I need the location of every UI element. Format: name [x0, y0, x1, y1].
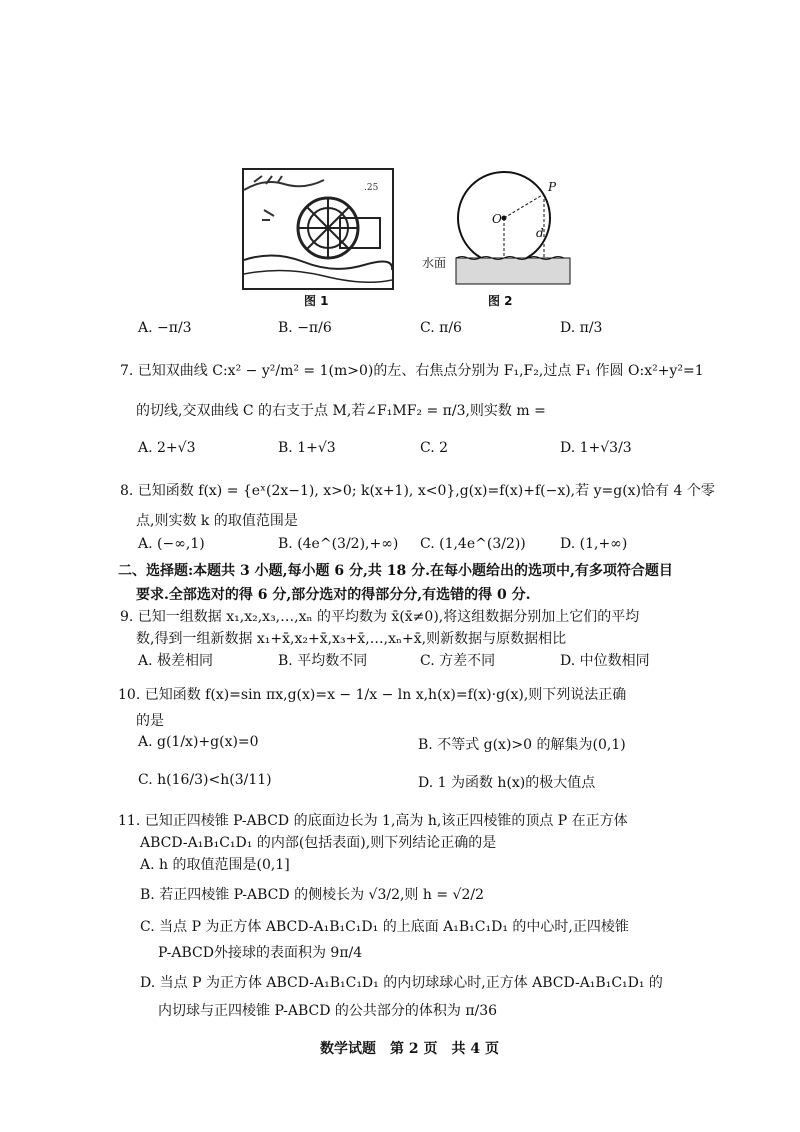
section-2-heading-line2: 要求.全部选对的得 6 分,部分选对的得部分分,有选错的得 0 分.: [136, 587, 531, 603]
q9-option-d: D. 中位数相同: [560, 653, 650, 669]
q8-option-c: C. (1,4e^(3/2)): [420, 536, 526, 552]
q11-option-c-line2: P-ABCD外接球的表面积为 9π/4: [158, 945, 363, 961]
q6-option-b: B. −π/6: [278, 320, 332, 336]
q8-option-a: A. (−∞,1): [138, 536, 205, 552]
q10-option-b: B. 不等式 g(x)>0 的解集为(0,1): [418, 737, 626, 753]
svg-text:.25: .25: [364, 183, 379, 193]
figure-2-caption: 图 2: [488, 294, 513, 308]
q6-option-a: A. −π/3: [138, 320, 192, 336]
q11-stem-line1: 11. 已知正四棱锥 P-ABCD 的底面边长为 1,高为 h,该正四棱锥的顶点 P 在正方体: [118, 813, 628, 829]
label-O: O: [492, 212, 502, 226]
q7-stem-line2: 的切线,交双曲线 C 的右支于点 M,若∠F₁MF₂ = π/3,则实数 m =: [136, 403, 546, 419]
q8-option-b: B. (4e^(3/2),+∞): [278, 536, 399, 552]
q10-option-a: A. g(1/x)+g(x)=0: [138, 734, 259, 750]
q9-stem-line2: 数,得到一组新数据 x₁+x̄,x₂+x̄,x₃+x̄,…,xₙ+x̄,则新数据与原数据相比: [136, 631, 567, 647]
q9-stem-line1: 9. 已知一组数据 x₁,x₂,x₃,…,xₙ 的平均数为 x̄(x̄≠0),将这组数据分别加上它们的平均: [120, 609, 640, 625]
q6-option-d: D. π/3: [560, 320, 603, 336]
q11-option-a: A. h 的取值范围是(0,1]: [140, 857, 290, 873]
q10-option-d: D. 1 为函数 h(x)的极大值点: [418, 775, 596, 791]
q8-stem-line1: 8. 已知函数 f(x) = {eˣ(2x−1), x>0; k(x+1), x<0},g(x)=f(x)+f(−x),若 y=g(x)恰有 4 个零: [120, 483, 715, 499]
q8-option-d: D. (1,+∞): [560, 536, 628, 552]
figure-1-waterwheel: [242, 168, 394, 290]
page-footer: 数学试题 第 2 页 共 4 页: [320, 1041, 499, 1057]
q7-option-d: D. 1+√3/3: [560, 440, 632, 456]
q7-option-b: B. 1+√3: [278, 440, 336, 456]
q9-option-b: B. 平均数不同: [278, 653, 368, 669]
q9-option-a: A. 极差相同: [138, 653, 214, 669]
q11-option-c-line1: C. 当点 P 为正方体 ABCD-A₁B₁C₁D₁ 的上底面 A₁B₁C₁D₁ 的中心时,正四棱锥: [140, 919, 629, 935]
q11-option-d-line1: D. 当点 P 为正方体 ABCD-A₁B₁C₁D₁ 的内切球球心时,正方体 ABCD-A₁B₁C₁D₁ 的: [140, 975, 663, 991]
q9-option-c: C. 方差不同: [420, 653, 496, 669]
q7-option-c: C. 2: [420, 440, 449, 456]
q7-option-a: A. 2+√3: [138, 440, 196, 456]
q11-option-b: B. 若正四棱锥 P-ABCD 的侧棱长为 √3/2,则 h = √2/2: [140, 887, 484, 903]
q8-stem-line2: 点,则实数 k 的取值范围是: [136, 513, 298, 529]
q6-option-c: C. π/6: [420, 320, 462, 336]
q10-stem-line2: 的是: [136, 713, 164, 729]
q11-option-d-line2: 内切球与正四棱锥 P-ABCD 的公共部分的体积为 π/36: [158, 1003, 498, 1019]
label-d: d: [536, 226, 544, 240]
label-water-surface: 水面: [422, 256, 447, 270]
figure-2-diagram: [420, 168, 580, 296]
q7-stem-line1: 7. 已知双曲线 C:x² − y²/m² = 1(m>0)的左、右焦点分别为 F₁,F₂,过点 F₁ 作圆 O:x²+y²=1: [120, 363, 704, 379]
section-2-heading-line1: 二、选择题:本题共 3 小题,每小题 6 分,共 18 分.在每小题给出的选项中,有多项符合题目: [118, 563, 673, 579]
q10-stem-line1: 10. 已知函数 f(x)=sin πx,g(x)=x − 1/x − ln x,h(x)=f(x)·g(x),则下列说法正确: [118, 687, 627, 703]
waterwheel-illustration: [244, 170, 392, 288]
q11-stem-line2: ABCD-A₁B₁C₁D₁ 的内部(包括表面),则下列结论正确的是: [140, 835, 497, 851]
label-P: P: [548, 180, 557, 194]
figure-1-caption: 图 1: [304, 294, 329, 308]
q10-option-c: C. h(16/3)<h(3/11): [138, 772, 272, 788]
